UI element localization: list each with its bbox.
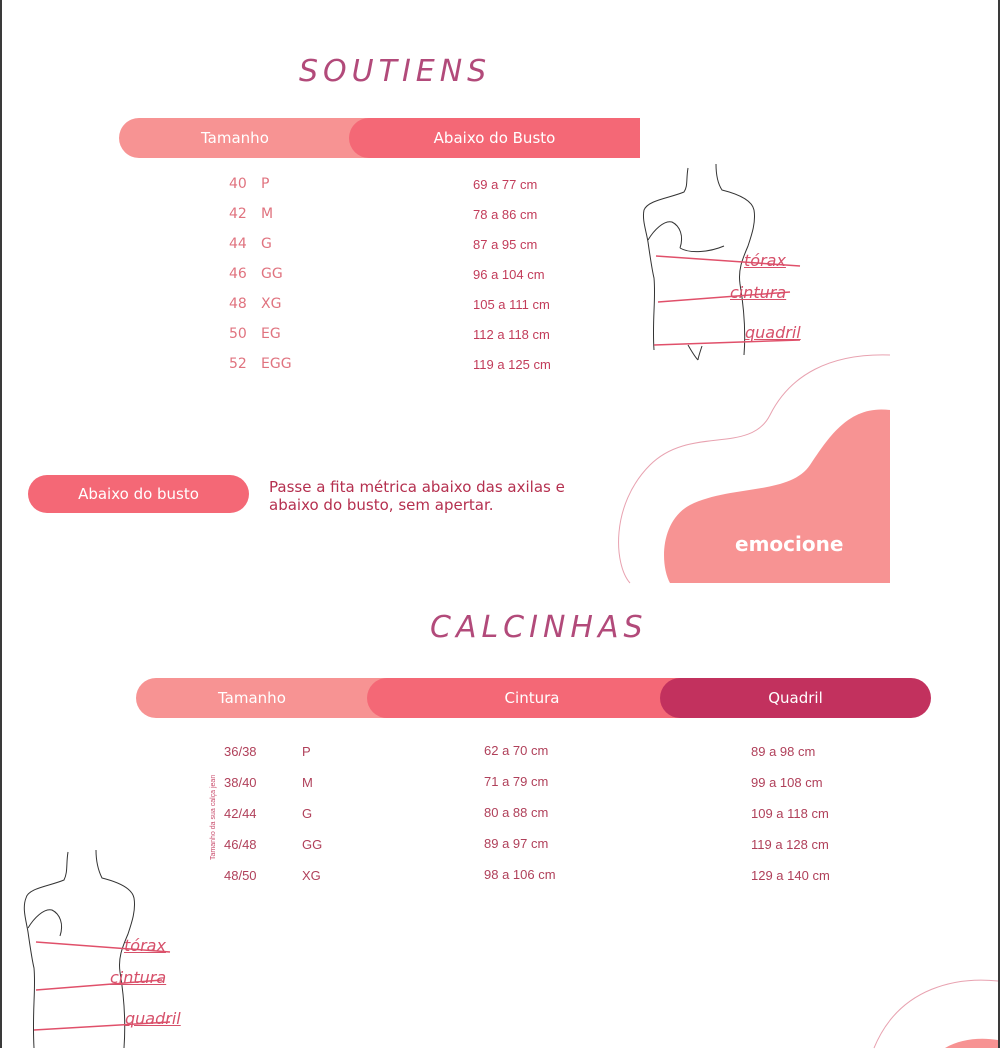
calcinhas-header-waist: Cintura bbox=[367, 678, 697, 718]
soutiens-row-measure: 112 a 118 cm bbox=[473, 327, 550, 342]
soutiens-row-num: 42 bbox=[229, 206, 247, 222]
calcinhas-row-hip: 119 a 128 cm bbox=[751, 837, 829, 852]
soutiens-row-size: G bbox=[261, 236, 272, 252]
calcinhas-header-size: Tamanho bbox=[136, 678, 406, 718]
soutiens-row-num: 50 bbox=[229, 326, 247, 342]
soutiens-row-size: GG bbox=[261, 266, 283, 282]
calcinhas-row-num: 48/50 bbox=[224, 868, 257, 883]
calcinhas-row-size: M bbox=[302, 775, 313, 790]
soutiens-row-measure: 119 a 125 cm bbox=[473, 357, 551, 372]
jeans-size-note: Tamanho da sua calça jean bbox=[210, 774, 217, 860]
soutiens-row-measure: 96 a 104 cm bbox=[473, 267, 545, 282]
label-hip-2: quadril bbox=[125, 1009, 181, 1028]
soutiens-row-num: 46 bbox=[229, 266, 247, 282]
soutiens-row-num: 52 bbox=[229, 356, 247, 372]
calcinhas-header-hip: Quadril bbox=[660, 678, 931, 718]
calcinhas-row-num: 46/48 bbox=[224, 837, 257, 852]
soutiens-row-measure: 69 a 77 cm bbox=[473, 177, 538, 192]
soutiens-row-measure: 105 a 111 cm bbox=[473, 297, 550, 312]
soutiens-row-measure: 87 a 95 cm bbox=[473, 237, 538, 252]
left-frame-line bbox=[0, 0, 2, 1048]
brand-logo: emocione bbox=[735, 532, 844, 556]
soutiens-row-num: 40 bbox=[229, 176, 247, 192]
label-waist: cintura bbox=[730, 283, 787, 302]
soutiens-header-size: Tamanho bbox=[119, 118, 419, 158]
soutiens-row-measure: 78 a 86 cm bbox=[473, 207, 538, 222]
label-chest: tórax bbox=[744, 251, 786, 270]
calcinhas-row-size: P bbox=[302, 744, 311, 759]
soutiens-title: SOUTIENS bbox=[299, 54, 492, 89]
calcinhas-row-waist: 71 a 79 cm bbox=[484, 774, 549, 789]
brand-blob-decoration-2 bbox=[870, 975, 998, 1048]
calcinhas-row-waist: 98 a 106 cm bbox=[484, 867, 556, 882]
soutiens-row-size: M bbox=[261, 206, 274, 222]
calcinhas-row-waist: 62 a 70 cm bbox=[484, 743, 549, 758]
calcinhas-title: CALCINHAS bbox=[430, 610, 648, 645]
instruction-text-line1: Passe a fita métrica abaixo das axilas e bbox=[269, 478, 565, 496]
calcinhas-row-num: 42/44 bbox=[224, 806, 257, 821]
soutiens-row-num: 48 bbox=[229, 296, 247, 312]
calcinhas-row-size: XG bbox=[302, 868, 321, 883]
soutiens-row-size: P bbox=[261, 176, 270, 192]
soutiens-row-num: 44 bbox=[229, 236, 247, 252]
calcinhas-row-hip: 129 a 140 cm bbox=[751, 868, 830, 883]
soutiens-header-measure: Abaixo do Busto bbox=[349, 118, 640, 158]
instruction-label: Abaixo do busto bbox=[28, 475, 249, 513]
calcinhas-row-waist: 89 a 97 cm bbox=[484, 836, 549, 851]
soutiens-row-size: XG bbox=[261, 296, 282, 312]
soutiens-row-size: EGG bbox=[261, 356, 292, 372]
calcinhas-row-num: 38/40 bbox=[224, 775, 257, 790]
calcinhas-row-size: GG bbox=[302, 837, 323, 852]
calcinhas-row-hip: 89 a 98 cm bbox=[751, 744, 816, 759]
instruction-text-line2: abaixo do busto, sem apertar. bbox=[269, 496, 494, 514]
calcinhas-row-size: G bbox=[302, 806, 313, 821]
label-hip: quadril bbox=[745, 323, 801, 342]
calcinhas-row-waist: 80 a 88 cm bbox=[484, 805, 549, 820]
calcinhas-row-num: 36/38 bbox=[224, 744, 257, 759]
label-waist-2: cintura bbox=[110, 968, 167, 987]
calcinhas-row-hip: 109 a 118 cm bbox=[751, 806, 829, 821]
soutiens-row-size: EG bbox=[261, 326, 281, 342]
label-chest-2: tórax bbox=[124, 936, 166, 955]
calcinhas-row-hip: 99 a 108 cm bbox=[751, 775, 823, 790]
